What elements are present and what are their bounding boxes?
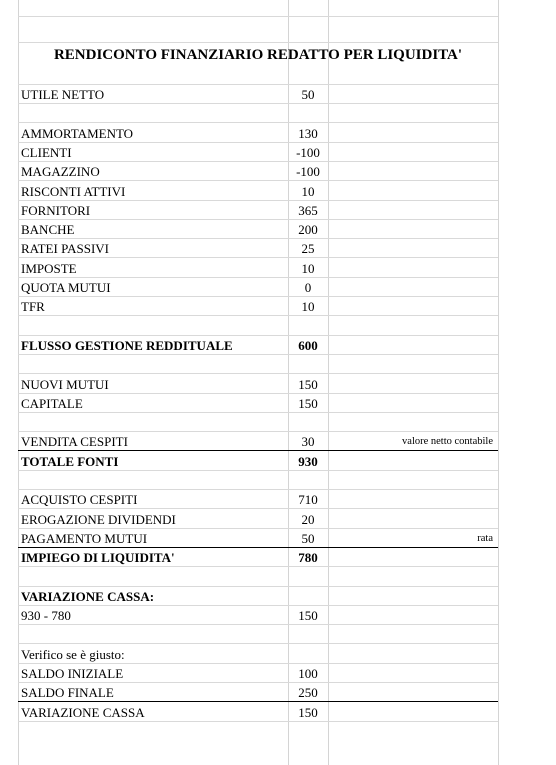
table-row[interactable]	[18, 124, 498, 143]
row-label: EROGAZIONE DIVIDENDI	[21, 511, 176, 527]
table-row[interactable]	[18, 85, 498, 104]
row-note	[328, 143, 495, 162]
table-row[interactable]	[18, 259, 498, 278]
row-label: UTILE NETTO	[21, 87, 105, 102]
row-value: 10	[301, 299, 315, 315]
row-note	[328, 703, 495, 722]
table-row[interactable]	[18, 664, 498, 683]
row-label: VARIAZIONE CASSA:	[21, 588, 155, 604]
row-note	[328, 683, 495, 702]
row-note	[328, 471, 495, 490]
row-note	[328, 259, 495, 278]
row-label: NUOVI MUTUI	[21, 376, 109, 392]
row-value: 710	[298, 492, 318, 508]
row-label	[21, 104, 286, 123]
row-value	[288, 471, 328, 490]
row-note	[328, 452, 495, 471]
row-label: ACQUISTO CESPITI	[21, 492, 138, 508]
row-value: 0	[304, 280, 312, 295]
row-value	[288, 568, 328, 587]
row-label: IMPOSTE	[21, 260, 77, 276]
row-note: valore netto contabile	[402, 436, 493, 448]
row-label: CLIENTI	[21, 144, 72, 160]
row-value: 250	[298, 685, 318, 701]
row-label	[21, 625, 286, 644]
table-row[interactable]	[18, 297, 498, 316]
row-note	[328, 317, 495, 336]
row-value: 150	[298, 376, 318, 392]
row-value	[288, 587, 328, 606]
row-label: AMMORTAMENTO	[21, 125, 134, 141]
row-label: CAPITALE	[21, 395, 83, 411]
row-label: QUOTA MUTUI	[21, 280, 111, 295]
row-value: 25	[301, 241, 315, 257]
gridline-right	[498, 0, 499, 765]
row-value: 365	[298, 202, 318, 218]
row-value: 150	[298, 704, 318, 720]
header-row-blank	[18, 66, 498, 85]
row-value: 20	[301, 511, 315, 527]
row-value	[288, 625, 328, 644]
table-row[interactable]	[18, 703, 498, 722]
row-note	[328, 568, 495, 587]
table-row[interactable]	[18, 471, 498, 490]
row-value	[288, 355, 328, 374]
row-label: TFR	[21, 299, 45, 315]
row-note	[328, 239, 495, 258]
row-value	[288, 104, 328, 123]
table-row[interactable]	[18, 452, 498, 471]
table-row[interactable]	[18, 239, 498, 258]
table-row[interactable]	[18, 162, 498, 181]
row-value: 150	[298, 395, 318, 411]
row-value: 780	[298, 550, 318, 566]
table-row[interactable]	[18, 587, 498, 606]
row-note	[328, 664, 495, 683]
row-value: 10	[301, 260, 315, 276]
row-note	[328, 587, 495, 606]
table-row[interactable]	[18, 394, 498, 413]
table-row[interactable]	[18, 568, 498, 587]
row-label: FORNITORI	[21, 202, 91, 218]
table-row[interactable]	[18, 182, 498, 201]
row-label: FLUSSO GESTIONE REDDITUALE	[21, 337, 233, 353]
row-label	[21, 355, 286, 374]
row-label: RISCONTI ATTIVI	[21, 183, 126, 199]
table-row[interactable]	[18, 683, 498, 702]
row-value: 50	[301, 87, 315, 102]
row-note	[328, 104, 495, 123]
row-value	[288, 645, 328, 664]
row-note: rata	[477, 532, 493, 544]
row-note	[328, 510, 495, 529]
table-row[interactable]	[18, 625, 498, 644]
table-row[interactable]	[18, 143, 498, 162]
row-note	[328, 606, 495, 625]
row-value: 10	[301, 183, 315, 199]
table-row[interactable]	[18, 336, 498, 355]
table-row[interactable]	[18, 355, 498, 374]
row-note	[328, 645, 495, 664]
table-row[interactable]	[18, 645, 498, 664]
row-note	[328, 297, 495, 316]
row-label: VENDITA CESPITI	[21, 434, 128, 450]
row-value: 100	[298, 666, 318, 681]
row-label: SALDO INIZIALE	[21, 666, 124, 681]
row-label	[21, 317, 286, 336]
row-note	[328, 355, 495, 374]
row-value: 150	[298, 608, 318, 624]
row-label	[21, 413, 286, 432]
row-note	[328, 162, 495, 181]
row-label: RATEI PASSIVI	[21, 241, 110, 257]
row-note	[328, 182, 495, 201]
table-row[interactable]	[18, 201, 498, 220]
row-label	[21, 471, 286, 490]
row-label: VARIAZIONE CASSA	[21, 704, 145, 720]
table-row[interactable]	[18, 413, 498, 432]
row-note	[328, 625, 495, 644]
table-row[interactable]	[18, 529, 498, 548]
table-row[interactable]	[18, 104, 498, 123]
row-label: Verifico se è giusto:	[21, 646, 125, 662]
row-label: PAGAMENTO MUTUI	[21, 530, 148, 546]
row-note	[328, 490, 495, 509]
row-note	[328, 548, 495, 567]
header-row-blank	[18, 17, 498, 43]
row-value: -100	[296, 164, 320, 180]
row-value: 130	[298, 125, 318, 141]
header-row-blank	[18, 0, 498, 17]
row-value: 30	[301, 434, 315, 450]
row-note	[328, 336, 495, 355]
row-value	[288, 317, 328, 336]
row-label: IMPIEGO DI LIQUIDITA'	[21, 550, 175, 566]
spreadsheet	[18, 0, 498, 765]
row-value: -100	[296, 144, 320, 160]
table-row[interactable]	[18, 432, 498, 451]
table-row[interactable]	[18, 606, 498, 625]
row-value: 930	[298, 453, 318, 469]
row-note	[328, 201, 495, 220]
table-row[interactable]	[18, 278, 498, 297]
table-row[interactable]	[18, 375, 498, 394]
page-title: RENDICONTO FINANZIARIO REDATTO PER LIQUIDITA'	[53, 47, 463, 63]
row-note	[328, 375, 495, 394]
row-value	[288, 413, 328, 432]
row-label	[21, 568, 286, 587]
row-label: 930 - 780	[21, 608, 71, 624]
row-label: TOTALE FONTI	[21, 453, 119, 469]
row-value: 50	[301, 530, 315, 546]
table-row[interactable]	[18, 510, 498, 529]
row-note	[328, 278, 495, 297]
row-note	[328, 220, 495, 239]
row-label: BANCHE	[21, 222, 75, 238]
table-row[interactable]	[18, 490, 498, 509]
row-value: 600	[298, 337, 318, 353]
row-note	[328, 413, 495, 432]
row-note	[328, 85, 495, 104]
row-label: SALDO FINALE	[21, 685, 114, 701]
table-row[interactable]	[18, 317, 498, 336]
row-value: 200	[298, 222, 318, 238]
row-note	[328, 124, 495, 143]
row-label: MAGAZZINO	[21, 164, 100, 180]
row-note	[328, 394, 495, 413]
table-row[interactable]	[18, 548, 498, 567]
table-row[interactable]	[18, 220, 498, 239]
